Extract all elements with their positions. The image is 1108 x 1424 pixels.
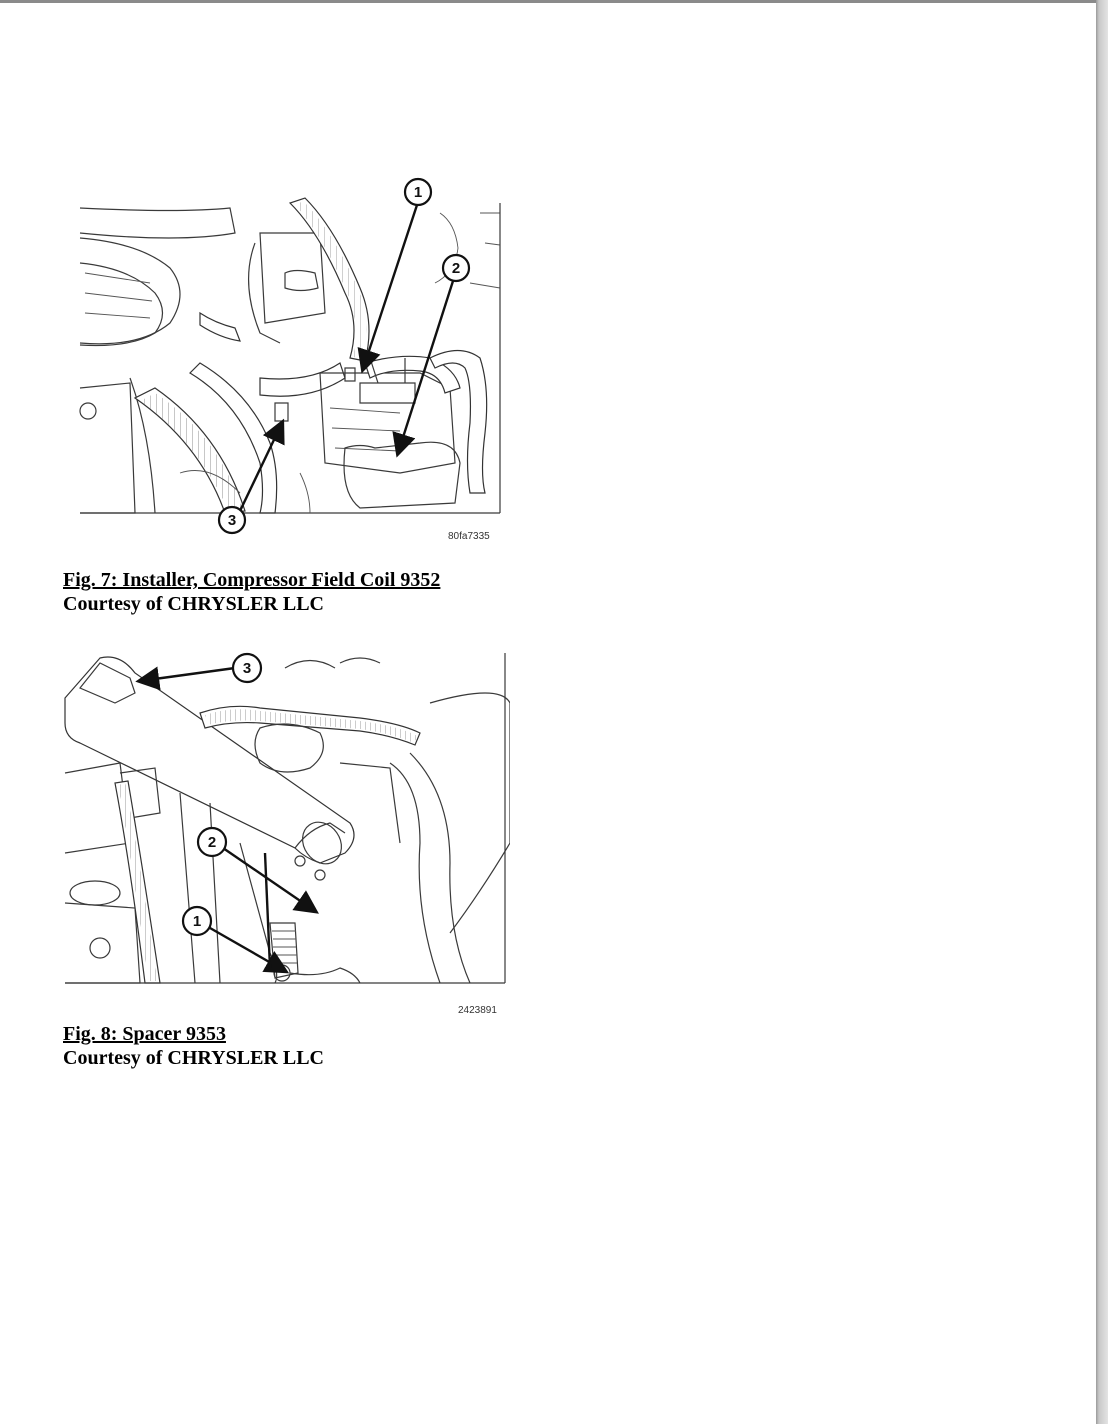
svg-text:1: 1 (413, 184, 423, 201)
svg-text:1: 1 (192, 913, 202, 930)
svg-text:3: 3 (227, 512, 237, 529)
callout-2 (198, 828, 226, 856)
callout-1 (405, 179, 431, 205)
callout-2 (443, 255, 469, 281)
svg-text:3: 3 (242, 660, 252, 677)
figure-8-illustration (60, 643, 510, 1023)
figure-8-caption (63, 1022, 324, 1070)
callout-3 (233, 654, 261, 682)
callout-1 (183, 907, 211, 935)
figure-code: 2423891 (458, 1005, 497, 1016)
svg-text:2: 2 (451, 260, 461, 277)
figure-8-credit: Courtesy of CHRYSLER LLC (63, 1047, 324, 1069)
page-edge-shadow (1096, 0, 1108, 1424)
figure-code: 80fa7335 (448, 531, 490, 542)
figure-7-illustration (60, 173, 510, 553)
callout-3 (219, 507, 245, 533)
figure-7-caption (63, 568, 440, 616)
svg-text:2: 2 (207, 834, 217, 851)
figure-8-title: Fig. 8: Spacer 9353 (63, 1023, 226, 1045)
figure-7-credit: Courtesy of CHRYSLER LLC (63, 593, 324, 615)
figure-7-title: Fig. 7: Installer, Compressor Field Coil 9352 (63, 569, 441, 591)
